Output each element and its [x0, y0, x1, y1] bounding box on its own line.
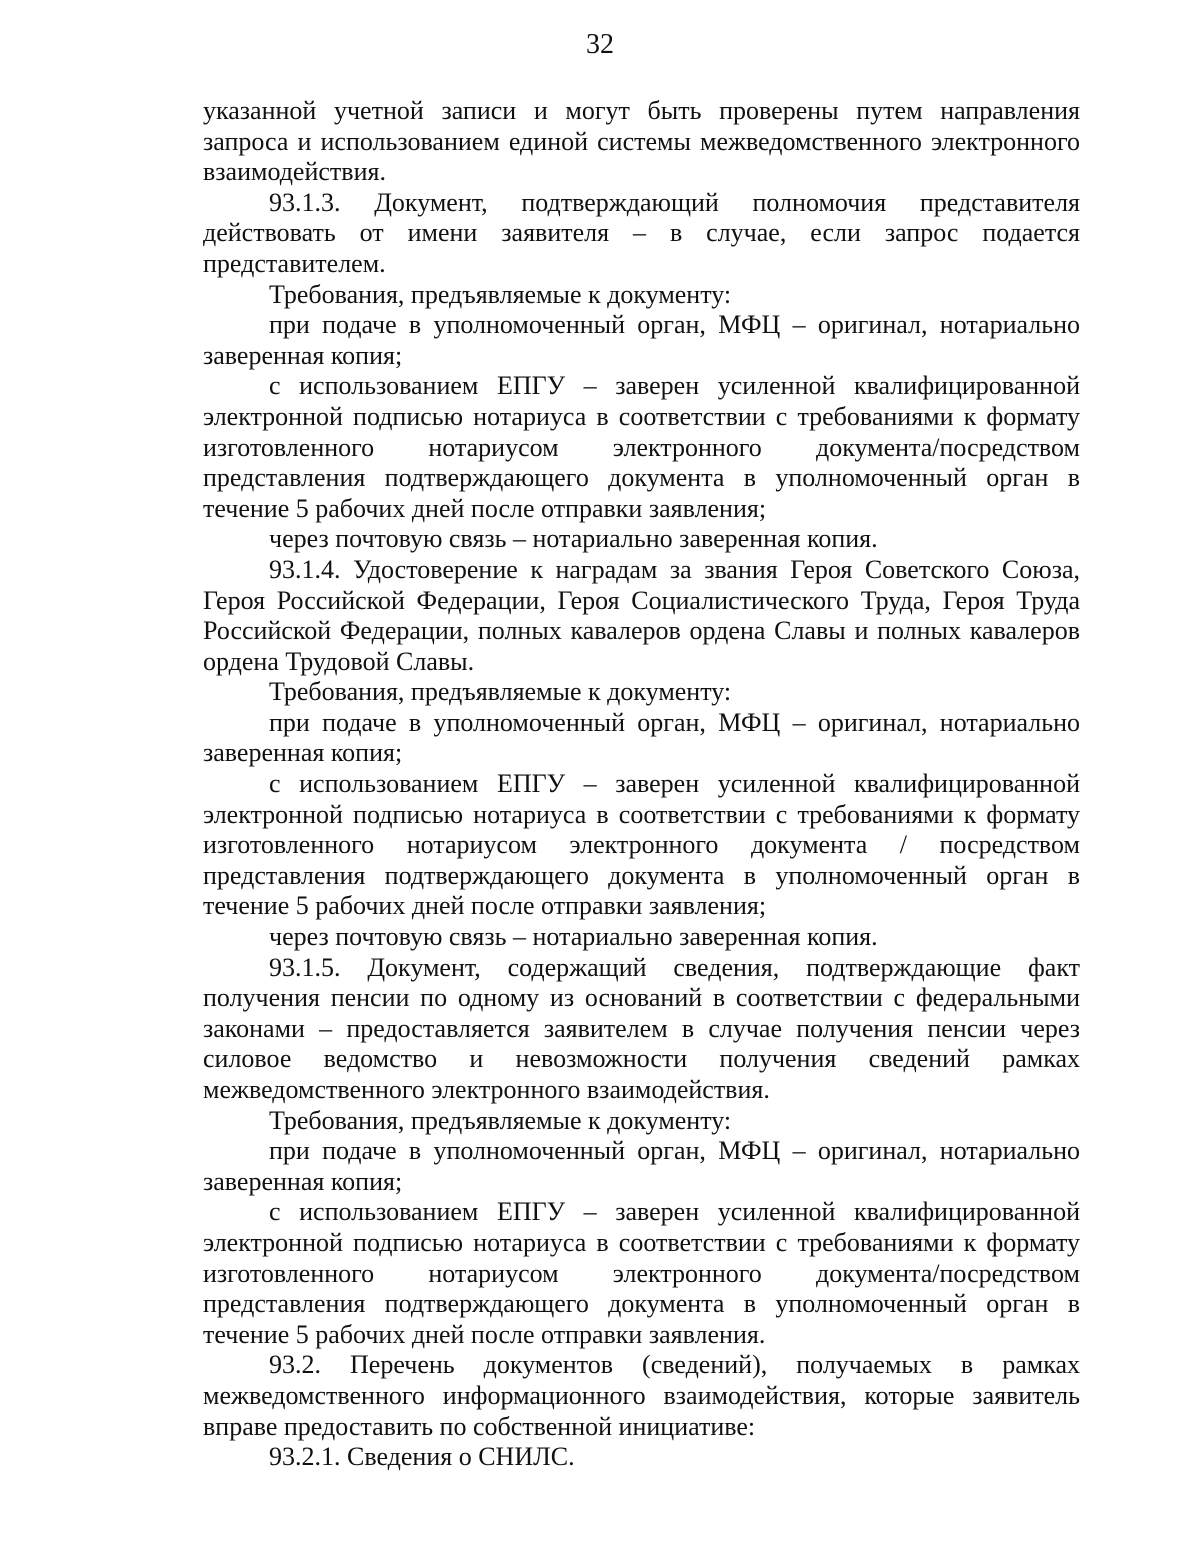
paragraph-requirement-epgu: с использованием ЕПГУ – заверен усиленной квалифицированной электронной подписью нотариуса в соответствии с требованиями к формату изготовленного нотариусом электронного документа/посредством представления подтверждающего документа в уполномоченный орган в течение 5 рабочих дней после отправки заявления. [203, 1197, 1080, 1349]
paragraph-requirements-heading: Требования, предъявляемые к документу: [269, 279, 732, 309]
paragraph-requirement-post: через почтовую связь – нотариально заверенная копия. [269, 922, 878, 952]
paragraph-requirement-in-person: при подаче в уполномоченный орган, МФЦ – оригинал, нотариально заверенная копия; [203, 310, 1080, 370]
paragraph-requirement-in-person: при подаче в уполномоченный орган, МФЦ – оригинал, нотариально заверенная копия; [203, 1136, 1080, 1196]
document-body [203, 96, 1080, 1473]
paragraph-93-2: 93.2. Перечень документов (сведений), получаемых в рамках межведомственного информационного взаимодействия, которые заявитель вправе предоставить по собственной инициативе: [203, 1350, 1080, 1441]
page-number: 32 [586, 29, 614, 60]
paragraph-requirements-heading: Требования, предъявляемые к документу: [269, 1105, 732, 1135]
paragraph-requirement-post: через почтовую связь – нотариально заверенная копия. [269, 524, 878, 554]
paragraph-requirements-heading: Требования, предъявляемые к документу: [269, 677, 732, 707]
paragraph-requirement-in-person: при подаче в уполномоченный орган, МФЦ – оригинал, нотариально заверенная копия; [203, 707, 1080, 768]
paragraph-93-1-5: 93.1.5. Документ, содержащий сведения, подтверждающие факт получения пенсии по одному из оснований в соответствии с федеральными законами – предоставляется заявителем в случае получения пенсии через силовое ведомство и невозможности получения сведений рамках межведомственного электронного взаимодействия. [203, 952, 1080, 1104]
paragraph-continuation: указанной учетной записи и могут быть проверены путем направления запроса и использованием единой системы межведомственного электронного взаимодействия. [203, 96, 1080, 187]
paragraph-93-1-4: 93.1.4. Удостоверение к наградам за звания Героя Советского Союза, Героя Российской Федерации, Героя Социалистического Труда, Героя Труда Российской Федерации, полных кавалеров ордена Славы и полных кавалеров ордена Трудовой Славы. [203, 554, 1080, 676]
paragraph-requirement-epgu: с использованием ЕПГУ – заверен усиленной квалифицированной электронной подписью нотариуса в соответствии с требованиями к формату изготовленного нотариусом электронного документа/посредством представления подтверждающего документа в уполномоченный орган в течение 5 рабочих дней после отправки заявления; [203, 371, 1080, 523]
paragraph-93-2-1: 93.2.1. Сведения о СНИЛС. [269, 1442, 575, 1472]
paragraph-93-1-3: 93.1.3. Документ, подтверждающий полномочия представителя действовать от имени заявителя – в случае, если запрос подается представителем. [203, 187, 1080, 278]
paragraph-requirement-epgu: с использованием ЕПГУ – заверен усиленной квалифицированной электронной подписью нотариуса в соответствии с требованиями к формату изготовленного нотариусом электронного документа / посредством представления подтверждающего документа в уполномоченный орган в течение 5 рабочих дней после отправки заявления; [203, 769, 1080, 921]
